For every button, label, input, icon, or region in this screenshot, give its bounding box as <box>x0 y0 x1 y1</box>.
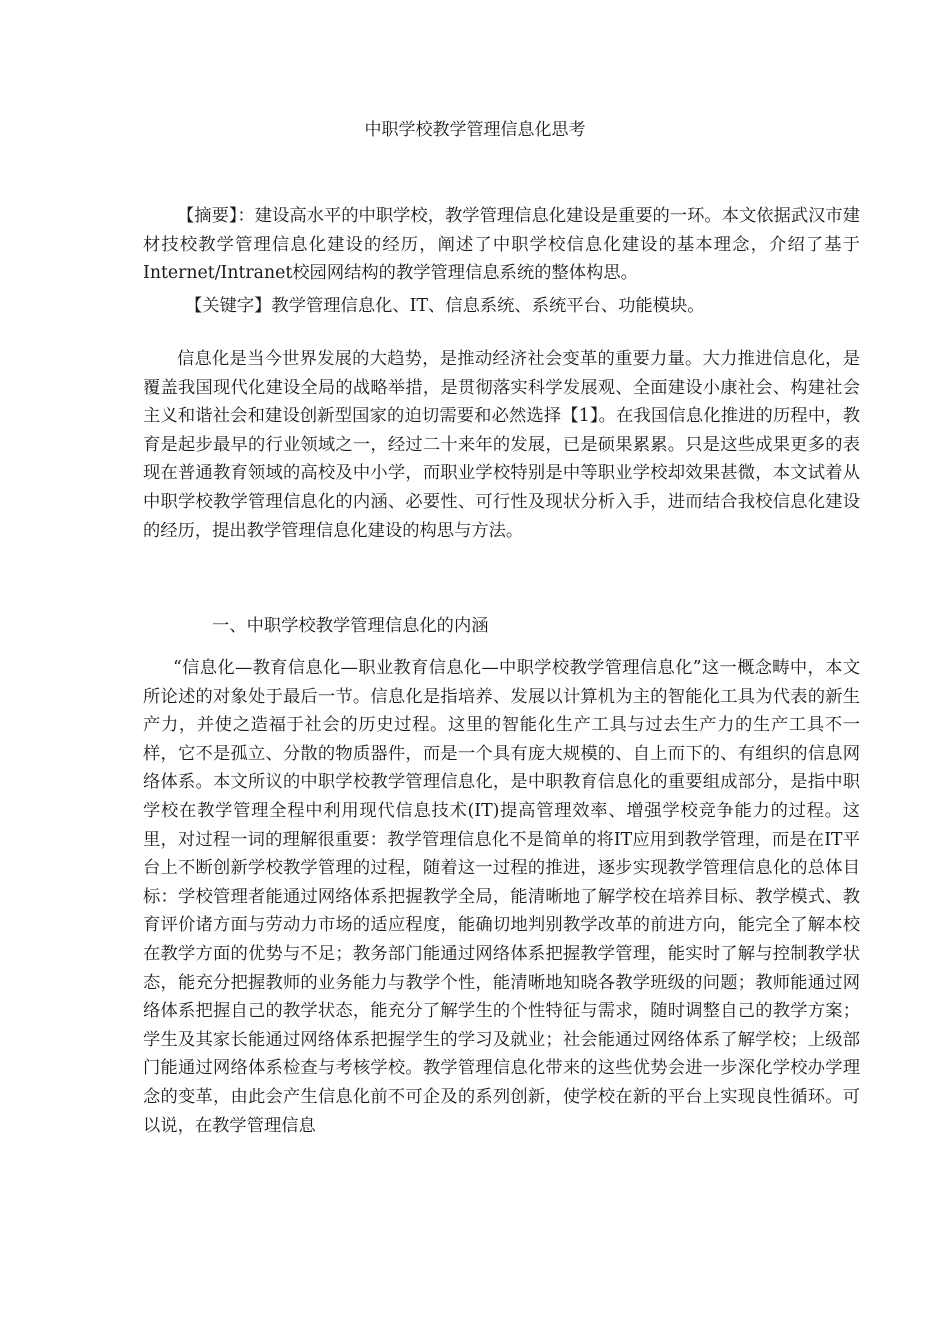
intro-section <box>143 345 860 545</box>
keywords-section <box>143 292 860 321</box>
section-1-body <box>143 654 860 1140</box>
abstract-paragraph: 【摘要】：建设高水平的中职学校，教学管理信息化建设是重要的一环。本文依据武汉市建材技校教学管理信息化建设的经历，阐述了中职学校信息化建设的基本理念，介绍了基于Internet/Intranet校园网结构的教学管理信息系统的整体构思。 <box>143 206 860 284</box>
document-title: 中职学校教学管理信息化思考 <box>364 120 586 140</box>
body-paragraph: “信息化—教育信息化—职业教育信息化—中职学校教学管理信息化”这一概念畴中，本文所论述的对象处于最后一节。信息化是指培养、发展以计算机为主的智能化工具为代表的新生产力，并使之造福于社会的历史过程。这里的智能化生产工具与过去生产力的生产工具不一样，它不是孤立、分散的物质器件，而是一个具有庞大规模的、自上而下的、有组织的信息网络体系。本文所议的中职学校教学管理信息化，是中职教育信息化的重要组成部分，是指中职学校在教学管理全程中利用现代信息技术(IT)提高管理效率、增强学校竞争能力的过程。这里，对过程一词的理解很重要：教学管理信息化不是简单的将IT应用到教学管理，而是在IT平台上不断创新学校教学管理的过程，随着这一过程的推进，逐步实现教学管理信息化的总体目标：学校管理者能通过网络体系把握教学全局，能清晰地了解学校在培养目标、教学模式、教育评价诸方面与劳动力市场的适应程度，能确切地判别教学改革的前进方向，能完全了解本校在教学方面的优势与不足；教务部门能通过网络体系把握教学管理，能实时了解与控制教学状态，能充分把握教师的业务能力与教学个性，能清晰地知晓各教学班级的问题；教师能通过网络体系把握自己的教学状态，能充分了解学生的个性特征与需求，随时调整自己的教学方案；学生及其家长能通过网络体系把握学生的学习及就业；社会能通过网络体系了解学校；上级部门能通过网络体系检查与考核学校。教学管理信息化带来的这些优势会进一步深化学校办学理念的变革，由此会产生信息化前不可企及的系列创新，使学校在新的平台上实现良性循环。可以说，在教学管理信息 <box>143 658 860 1136</box>
keywords-paragraph: 【关键字】教学管理信息化、IT、信息系统、系统平台、功能模块。 <box>185 296 705 316</box>
abstract-section <box>143 202 860 288</box>
body-paragraph: 信息化是当今世界发展的大趋势，是推动经济社会变革的重要力量。大力推进信息化，是覆盖我国现代化建设全局的战略举措，是贯彻落实科学发展观、全面建设小康社会、构建社会主义和谐社会和建设创新型国家的迫切需要和必然选择【1】。在我国信息化推进的历程中，教育是起步最早的行业领域之一，经过二十来年的发展，已是硕果累累。只是这些成果更多的表现在普通教育领域的高校及中小学，而职业学校特别是中等职业学校却效果甚微，本文试着从中职学校教学管理信息化的内涵、必要性、可行性及现状分析入手，进而结合我校信息化建设的经历，提出教学管理信息化建设的构思与方法。 <box>143 349 860 541</box>
section-heading: 一、中职学校教学管理信息化的内涵 <box>212 616 489 636</box>
